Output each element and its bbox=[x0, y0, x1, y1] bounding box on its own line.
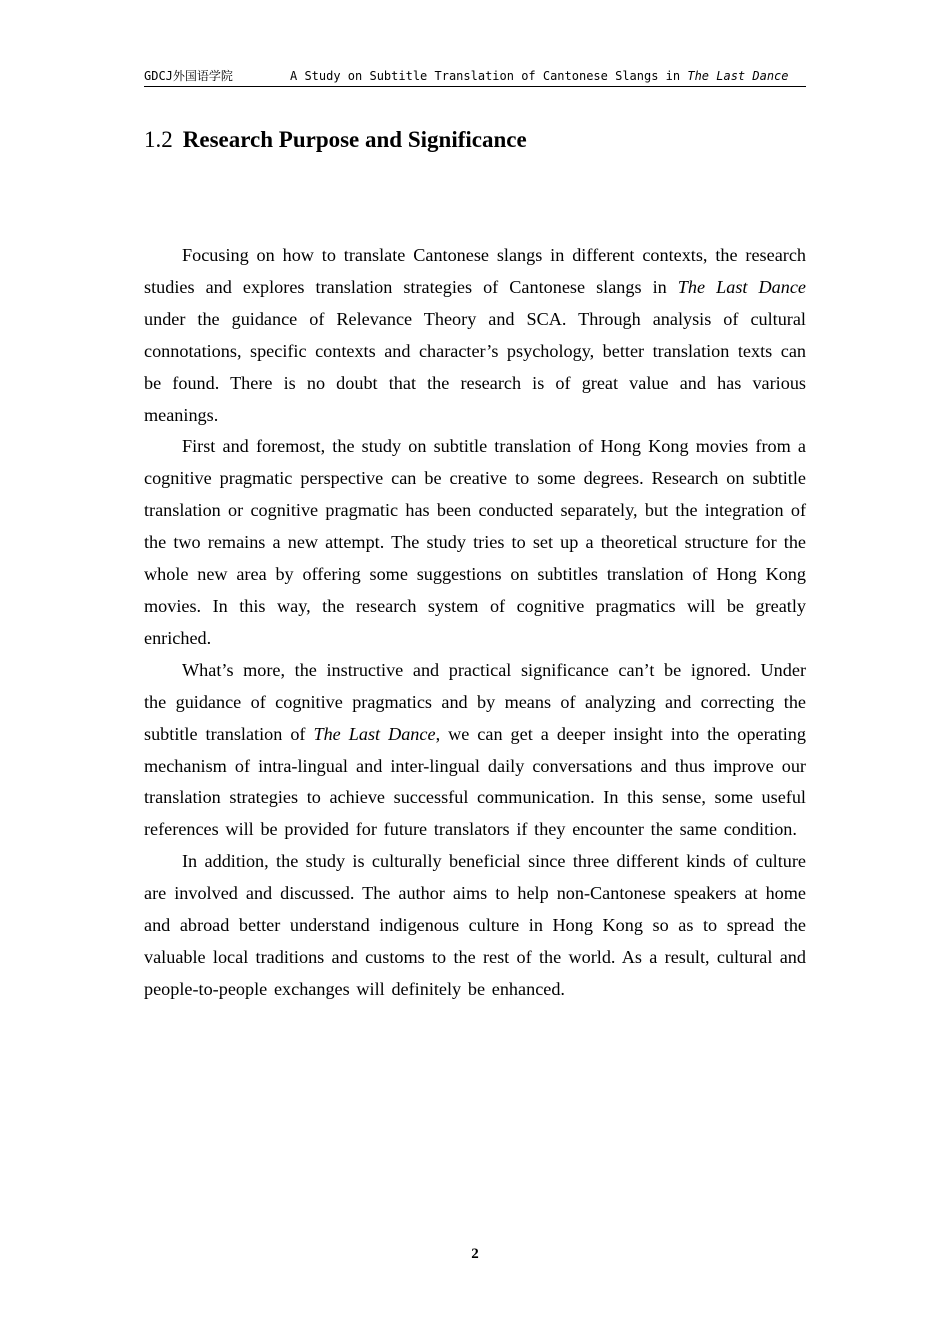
paragraph-2: First and foremost, the study on subtitle translation of Hong Kong movies from a cognitive pragmatic perspective can be creative to some degrees. Research on subtitle translation or cognitive pragmatic has been conducted separately, but the integration of the two remains a new attempt. The study tries to set up a theoretical structure for the whole new area by offering some suggestions on subtitles translation of Hong Kong movies. In this way, the research system of cognitive pragmatics will be greatly enriched. bbox=[144, 436, 806, 648]
body-text bbox=[144, 240, 806, 1006]
paragraph-3-part-a: What’s more, the instructive and practical significance can’t be ignored. Under the guidance of cognitive pragmatics and by means of analyzing and correcting the subtitle translation of bbox=[144, 659, 806, 744]
page-number: 2 bbox=[471, 1246, 479, 1262]
header-running-title bbox=[290, 68, 789, 84]
paragraph-1 bbox=[144, 240, 806, 431]
paragraph-1-part-b: under the guidance of Relevance Theory and SCA. Through analysis of cultural connotations, specific contexts and character’s psychology, better translation texts can be found. There is no doubt that the research is of great value and has various meanings. bbox=[144, 308, 806, 425]
paragraph-3 bbox=[144, 655, 806, 846]
paragraph-3-part-b: , we can get a deeper insight into the operating mechanism of intra-lingual and inter-lingual daily conversations and thus improve our translation strategies to achieve successful communication. In this sense, some useful references will be provided for future translators if they encounter the same condition. bbox=[144, 723, 806, 840]
section-heading bbox=[144, 125, 527, 155]
paragraph-4: In addition, the study is culturally beneficial since three different kinds of culture are involved and discussed. The author aims to help non-Cantonese speakers at home and abroad better understand indigenous culture in Hong Kong so as to spread the valuable local traditions and customs to the rest of the world. As a result, cultural and people-to-people exchanges will definitely be enhanced. bbox=[144, 851, 806, 999]
paragraph-1-film-title: The Last Dance bbox=[677, 276, 806, 297]
section-title: Research Purpose and Significance bbox=[182, 127, 527, 152]
paragraph-3-film-title: The Last Dance bbox=[313, 723, 436, 744]
running-header bbox=[144, 68, 806, 87]
paragraph-1-part-a: Focusing on how to translate Cantonese slangs in different contexts, the research studies and explores translation strategies of Cantonese slangs in bbox=[144, 245, 806, 297]
header-title-prefix: A Study on Subtitle Translation of Cantonese Slangs in bbox=[290, 69, 688, 83]
header-title-italic: The Last Dance bbox=[687, 69, 789, 83]
section-number: 1.2 bbox=[144, 127, 173, 152]
header-institution: GDCJ外国语学院 bbox=[144, 69, 233, 83]
